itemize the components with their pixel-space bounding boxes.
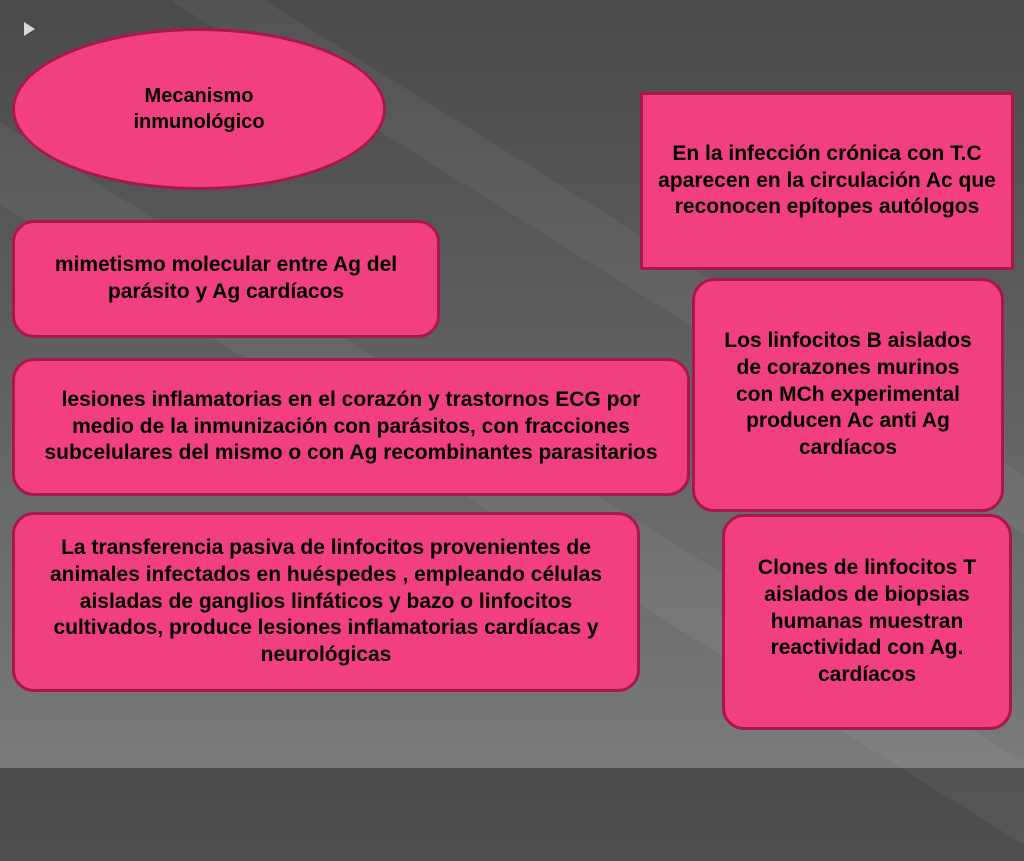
box-infeccion-cronica-text: En la infección crónica con T.C aparecen en la circulación Ac que reconocen epítopes autólogos [658, 142, 996, 219]
title-oval [12, 28, 386, 190]
box-lesiones-text: lesiones inflamatorias en el corazón y trastornos ECG por medio de la inmunización con parásitos, con fracciones subcelulares del mismo o con Ag recombinantes parasitarios [44, 388, 658, 465]
bullet-arrow-icon [24, 22, 35, 36]
box-transferencia-text: La transferencia pasiva de linfocitos provenientes de animales infectados en huéspedes , empleando células aisladas de ganglios linfáticos y bazo o linfocitos cultivados, produce lesiones inflamatorias cardíacas y neurológicas [49, 536, 603, 666]
box-mimetismo [12, 220, 440, 338]
diagram-title: Mecanismo inmunológico [133, 85, 265, 133]
box-transferencia [12, 512, 640, 692]
box-mimetismo-text: mimetismo molecular entre Ag del parásito y Ag cardíacos [54, 253, 398, 303]
box-linfocitos-b [692, 278, 1004, 512]
box-clones [722, 514, 1012, 730]
box-infeccion-cronica [640, 92, 1014, 270]
box-lesiones [12, 358, 690, 496]
box-clones-text: Clones de linfocitos T aislados de biopsias humanas muestran reactividad con Ag. cardíacos [757, 556, 977, 686]
box-linfocitos-b-text: Los linfocitos B aislados de corazones murinos con MCh experimental producen Ac anti Ag cardíacos [724, 329, 972, 459]
